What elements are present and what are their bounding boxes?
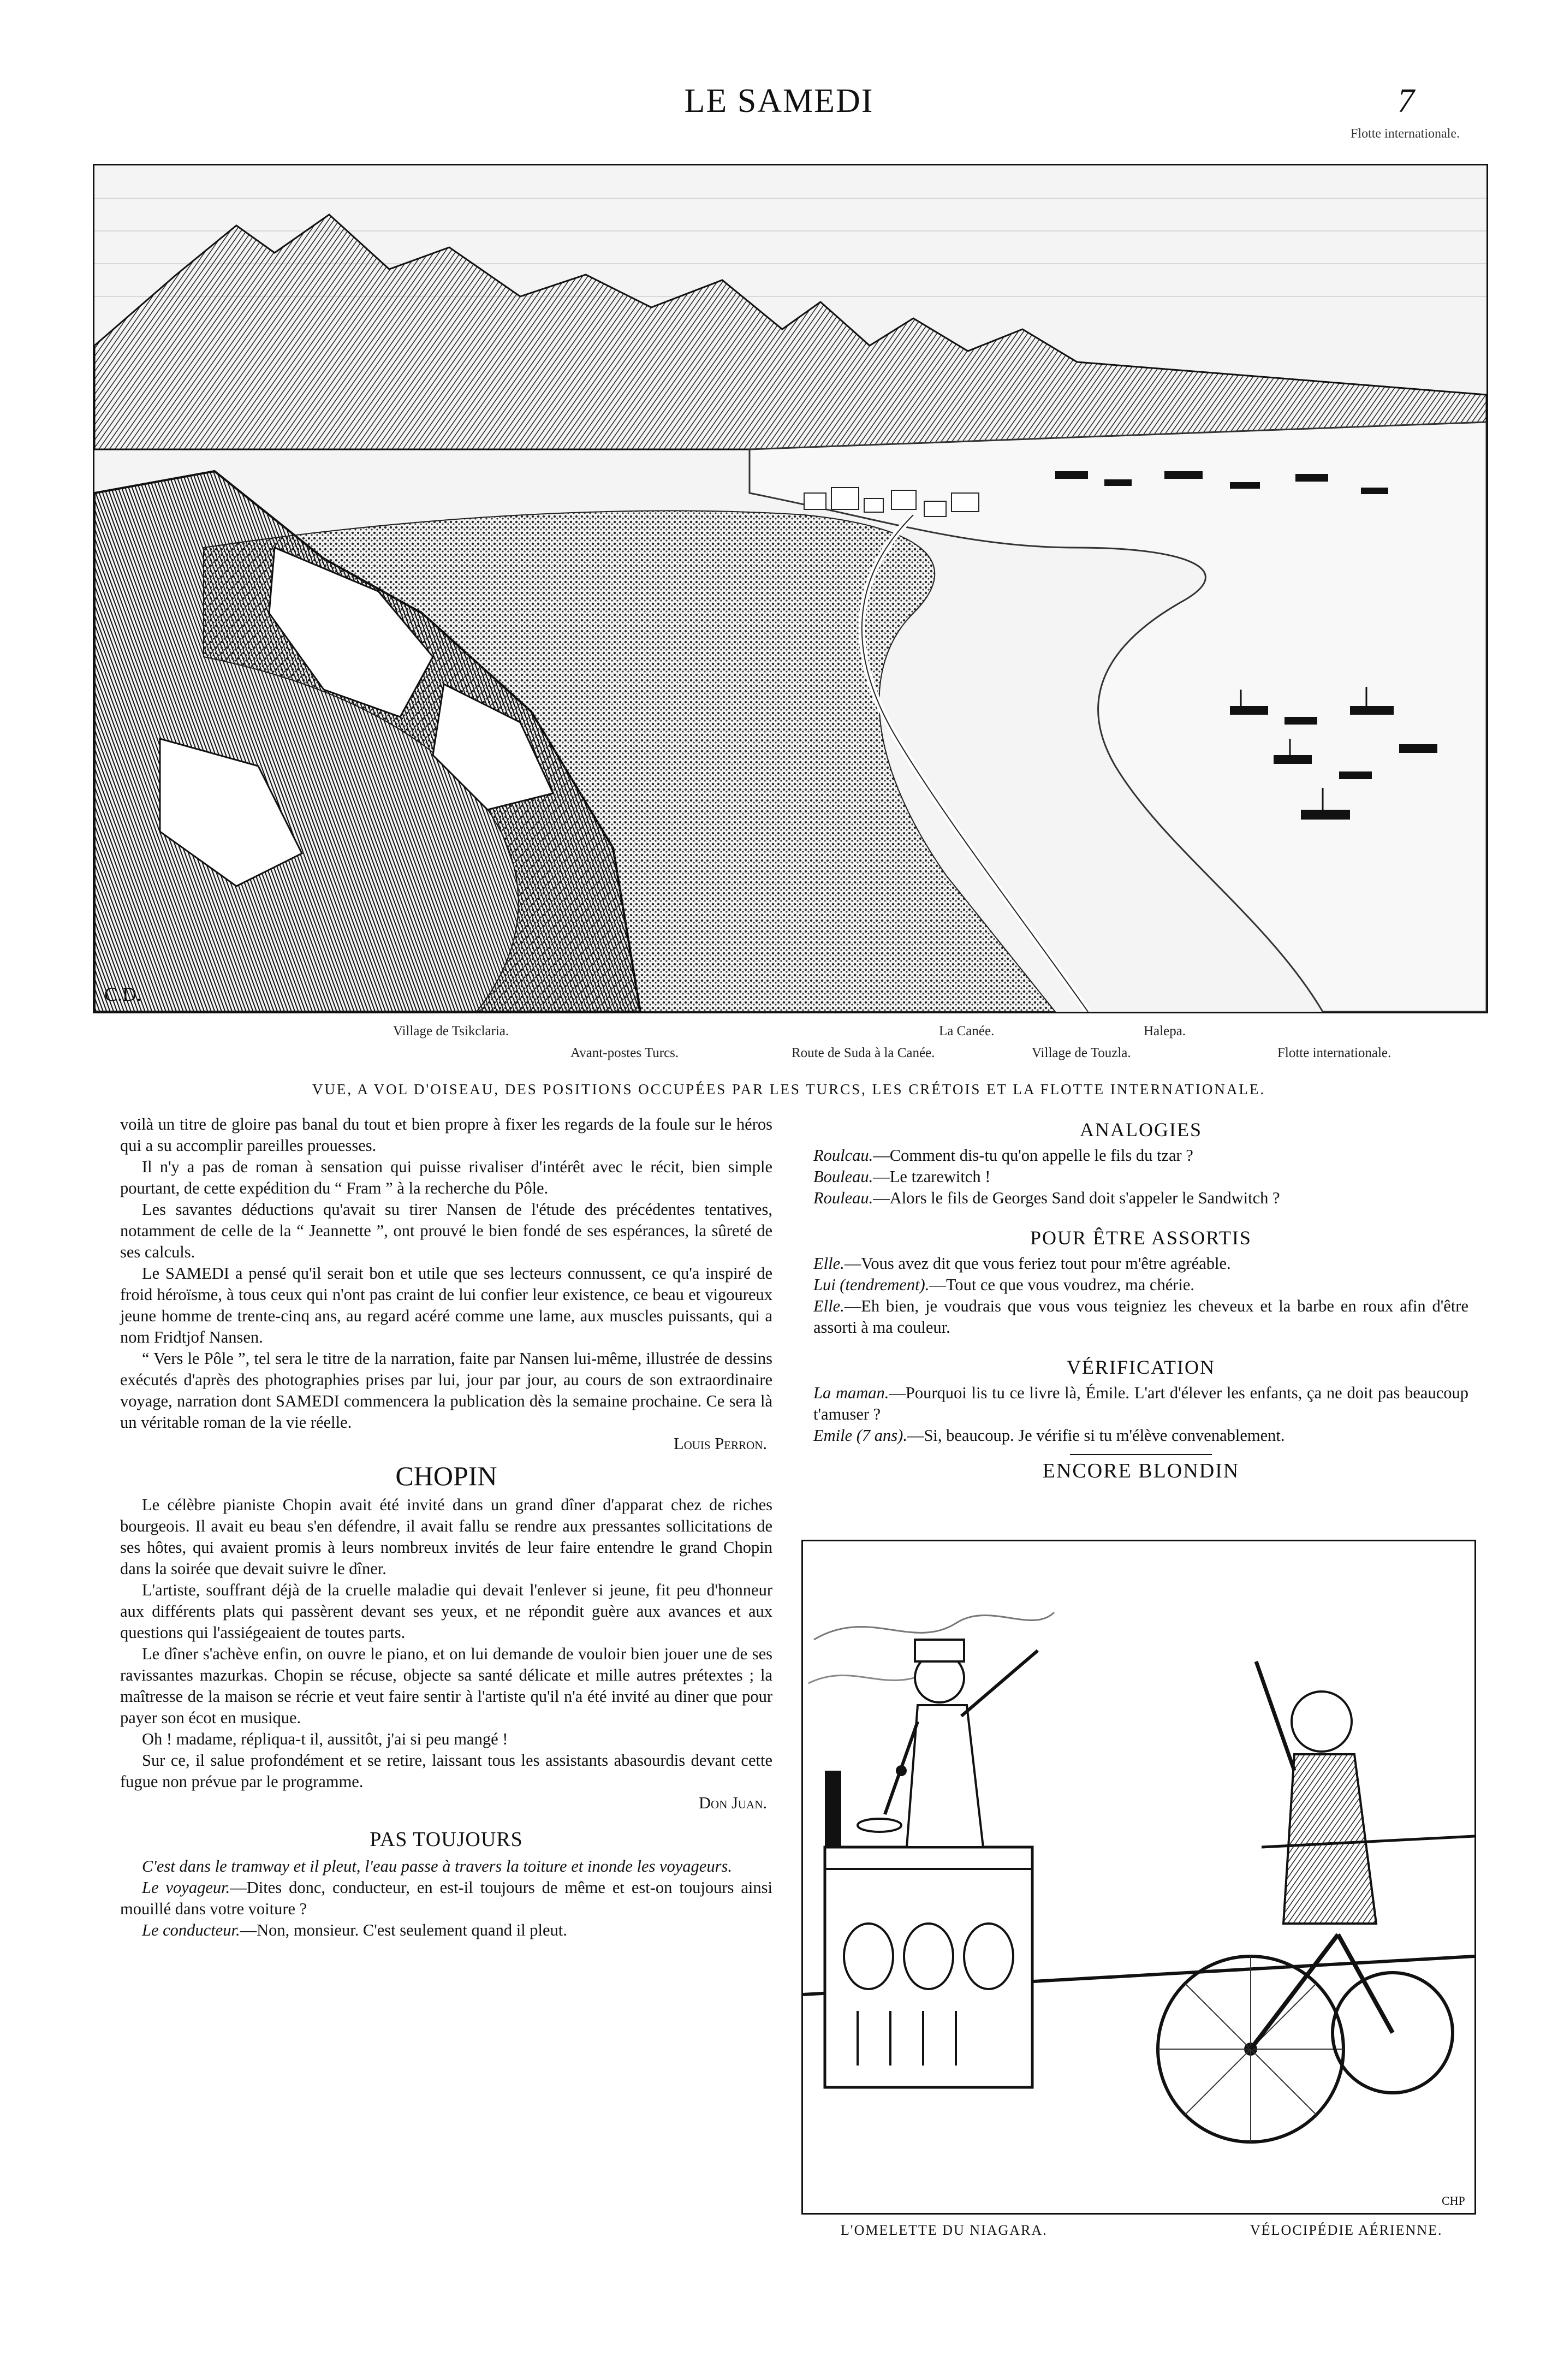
dialogue-line (120, 1877, 772, 1920)
dialogue-text: —Dites donc, conducteur, en est-il toujours de même et est-on toujours ainsi mouillé dans votre voiture ? (120, 1878, 772, 1918)
page-title: LE SAMEDI (684, 82, 874, 120)
dialogue-text: —Le tzarewitch ! (873, 1167, 991, 1186)
dialogue-text: —Pourquoi lis tu ce livre là, Émile. L'art d'élever les enfants, ça ne doit pas beaucoup t'amuser ? (813, 1384, 1468, 1423)
blondin-cartoon-drawing (803, 1541, 1474, 2213)
label-la-canee: La Canée. (939, 1024, 995, 1038)
dialogue-line (813, 1274, 1468, 1296)
bird-eye-view-illustration (93, 164, 1488, 1013)
dialogue-speaker: Le voyageur. (142, 1878, 230, 1897)
pas-toujours-intro: C'est dans le tramway et il pleut, l'eau passe à travers la toiture et inonde les voyageurs. (142, 1857, 732, 1875)
chopin-paragraph: Oh ! madame, répliqua-t il, aussitôt, j'ai si peu mangé ! (142, 1730, 508, 1748)
chopin-paragraph: Le célèbre pianiste Chopin avait été invité dans un grand dîner d'apparat chez de riches bourgeois. Il avait eu beau s'en défendre, il avait fallu se rendre aux pressantes sollicitations de ses hôtes, qui avaient promis à leurs nombreux invités de leur faire entendre le grand Chopin dans la soirée que devait suivre le dîner. (120, 1495, 772, 1578)
pas-toujours-heading: PAS TOUJOURS (370, 1828, 523, 1851)
dialogue-text: —Alors le fils de Georges Sand doit s'appeler le Sandwitch ? (873, 1189, 1280, 1207)
top-note: Flotte internationale. (1351, 127, 1460, 141)
article-signature: Louis Perron. (673, 1434, 767, 1453)
dialogue-speaker: Rouleau. (813, 1189, 873, 1207)
section-divider (1070, 1454, 1212, 1455)
left-column (120, 1114, 772, 1941)
cartoon-caption-right: VÉLOCIPÉDIE AÉRIENNE. (1250, 2222, 1443, 2238)
analogies-heading: ANALOGIES (1080, 1119, 1202, 1141)
chopin-heading: CHOPIN (395, 1461, 497, 1491)
label-flotte: Flotte internationale. (1277, 1046, 1392, 1060)
dialogue-speaker: Roulcau. (813, 1146, 873, 1165)
dialogue-line (813, 1188, 1468, 1209)
dialogue-text: —Comment dis-tu qu'on appelle le fils du tzar ? (873, 1146, 1193, 1165)
landscape-engraving (94, 165, 1486, 1012)
label-halepa: Halepa. (1144, 1024, 1186, 1038)
cartoon-signature: CHP (1442, 2194, 1465, 2207)
dialogue-text: —Non, monsieur. C'est seulement quand il pleut. (240, 1921, 567, 1939)
dialogue-text: —Tout ce que vous voudrez, ma chérie. (929, 1275, 1195, 1294)
cartoon-heading: ENCORE BLONDIN (1042, 1459, 1240, 1482)
article-paragraph: Il n'y a pas de roman à sensation qui puisse rivaliser d'intérêt avec le récit, bien simple pourtant, de cette expédition du “ Fram ” à la recherche du Pôle. (120, 1158, 772, 1197)
chopin-paragraph: L'artiste, souffrant déjà de la cruelle maladie qui devait l'enlever si jeune, fit peu d'honneur aux différents plats qui passèrent devant ses yeux, et ne répondit guère aux avances et aux questions qui l'assiégeaient de toutes parts. (120, 1581, 772, 1642)
dialogue-speaker: Lui (tendrement). (813, 1275, 930, 1294)
dialogue-speaker: Le conducteur. (142, 1921, 240, 1939)
label-avant-postes: Avant-postes Turcs. (570, 1046, 679, 1060)
right-column (813, 1114, 1468, 1487)
dialogue-speaker: Bouleau. (813, 1167, 873, 1186)
article-paragraph: voilà un titre de gloire pas banal du tout et bien propre à fixer les regards de la foule sur le héros qui a su accomplir pareilles prouesses. (120, 1115, 772, 1155)
dialogue-line (120, 1920, 772, 1941)
dialogue-speaker: La maman. (813, 1384, 889, 1402)
dialogue-line (813, 1382, 1468, 1425)
illustration-caption: VUE, A VOL D'OISEAU, DES POSITIONS OCCUPÉES PAR LES TURCS, LES CRÉTOIS ET LA FLOTTE INTERNATIONALE. (312, 1081, 1266, 1097)
chopin-paragraph: Sur ce, il salue profondément et se retire, laissant tous les assistants abasourdis devant cette fugue non prévue par le programme. (120, 1751, 772, 1791)
cartoon-caption-left: L'OMELETTE DU NIAGARA. (841, 2222, 1048, 2238)
dialogue-line (813, 1145, 1468, 1166)
chopin-signature: Don Juan. (699, 1794, 767, 1812)
article-paragraph: Le SAMEDI a pensé qu'il serait bon et utile que ses lecteurs connussent, ce qu'a inspiré de froid héroïsme, à tous ceux qui n'ont pas craint de lui confier leur existence, ce beau et vigoureux jeune homme de trente-cinq ans, au regard acéré comme une lame, aux muscles puissants, qui a nom Fridtjof Nansen. (120, 1264, 772, 1346)
label-tsikclaria: Village de Tsikclaria. (393, 1024, 509, 1038)
article-paragraph: “ Vers le Pôle ”, tel sera le titre de la narration, faite par Nansen lui-même, illustrée de dessins exécutés d'après des photographies prises par lui, jour par jour, au cours de son extraordinaire voyage, narration dont SAMEDI commencera la publication dès la semaine prochaine. Ce sera là un véritable roman de la vie réelle. (120, 1349, 772, 1432)
dialogue-speaker: Emile (7 ans). (813, 1426, 907, 1445)
label-route-suda: Route de Suda à la Canée. (792, 1046, 935, 1060)
dialogue-text: —Eh bien, je voudrais que vous vous teigniez les cheveux et la barbe en roux afin d'être assorti à ma couleur. (813, 1297, 1468, 1337)
page-number: 7 (1398, 82, 1414, 120)
dialogue-speaker: Elle. (813, 1254, 845, 1273)
article-paragraph: Les savantes déductions qu'avait su tirer Nansen de l'étude des précédentes tentatives, notamment de celle de la “ Jeannette ”, ont prouvé le bien fondé de ses espérances, la sûreté de ses calculs. (120, 1200, 772, 1261)
dialogue-line (813, 1166, 1468, 1188)
cartoon-illustration (801, 1540, 1476, 2215)
verification-heading: VÉRIFICATION (1067, 1356, 1215, 1378)
label-touzla: Village de Touzla. (1032, 1046, 1131, 1060)
dialogue-speaker: Elle. (813, 1297, 845, 1315)
dialogue-text: —Vous avez dit que vous feriez tout pour m'être agréable. (844, 1254, 1231, 1273)
dialogue-line (813, 1296, 1468, 1338)
dialogue-line (813, 1425, 1468, 1446)
dialogue-line (813, 1253, 1468, 1274)
illustration-signature: C.D. (104, 983, 142, 1005)
dialogue-text: —Si, beaucoup. Je vérifie si tu m'élève convenablement. (907, 1426, 1285, 1445)
chopin-paragraph: Le dîner s'achève enfin, on ouvre le piano, et on lui demande de vouloir bien jouer une de ses ravissantes mazurkas. Chopin se récuse, objecte sa santé délicate et mille autres prétextes ; la maîtresse de la maison se récrie et veut faire sentir à l'artiste qu'il n'a été invité au diner que pour payer son écot en musique. (120, 1645, 772, 1727)
pour-etre-assortis-heading: POUR ÊTRE ASSORTIS (1030, 1227, 1252, 1249)
